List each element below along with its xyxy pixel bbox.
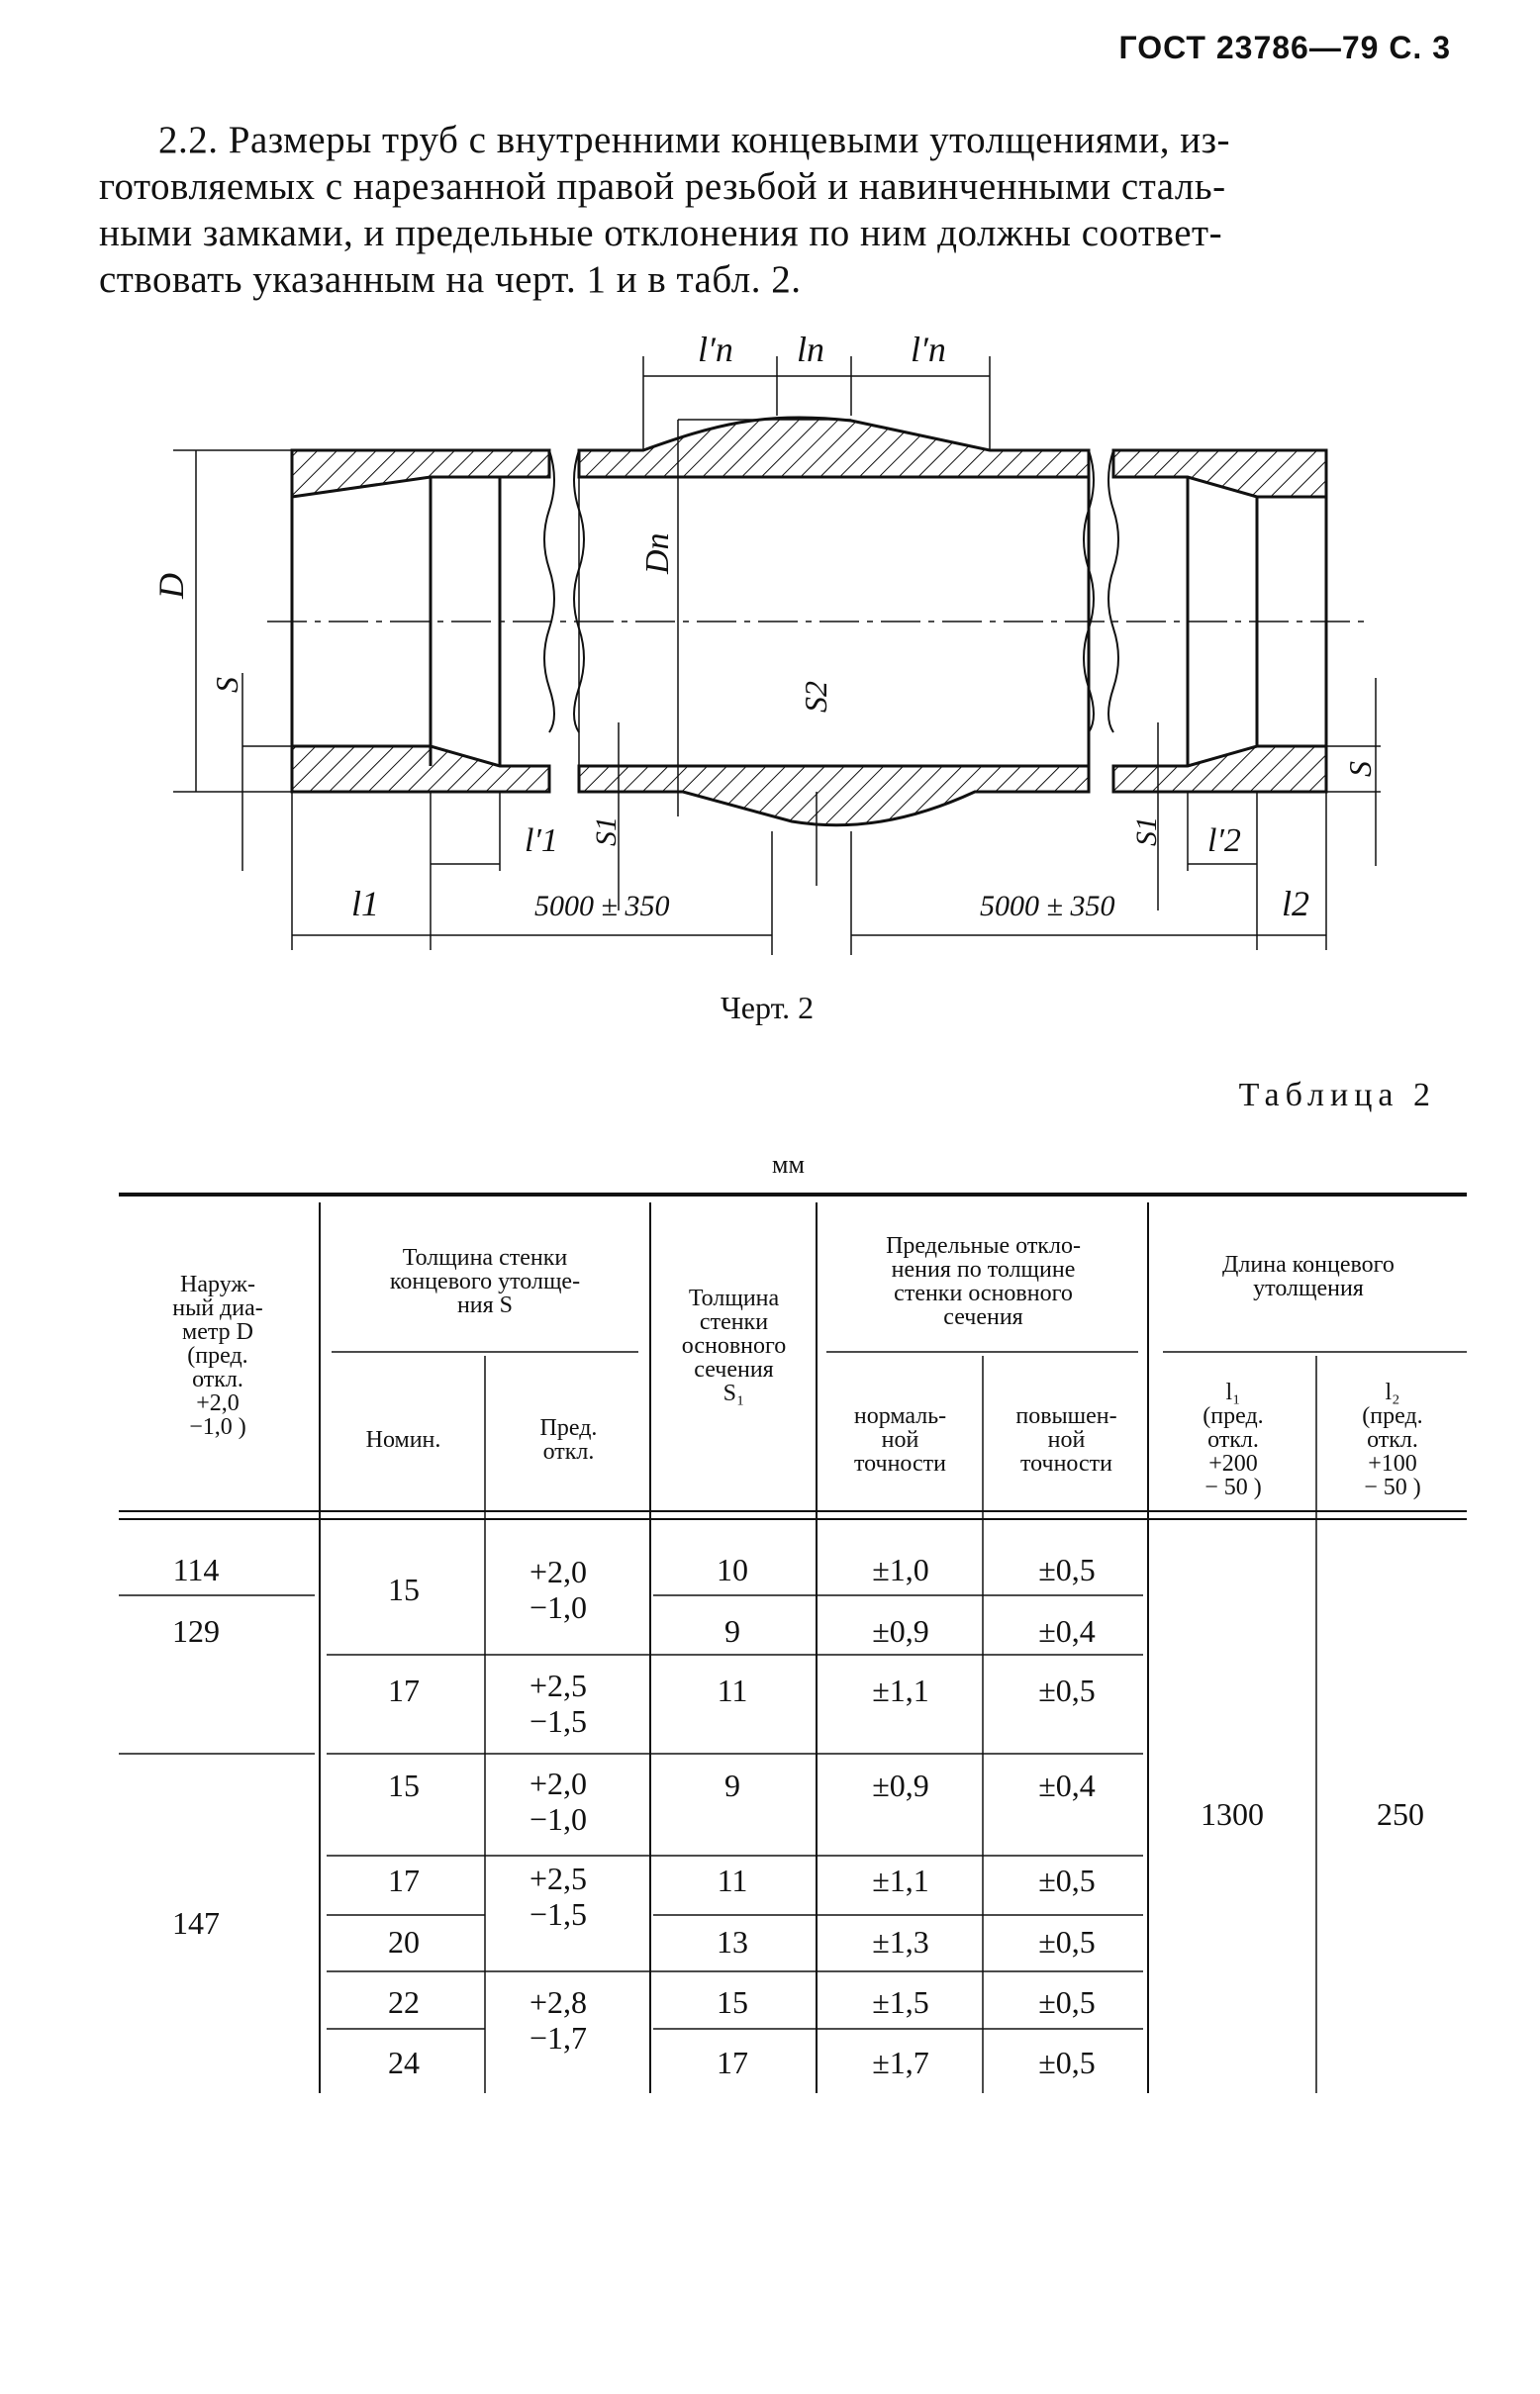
cell-dev-normal: ±1,5 [872, 1984, 929, 2020]
cell-l1: 1300 [1201, 1796, 1264, 1832]
th-line: концевого утолще- [389, 1269, 581, 1294]
cell-dev-high: ±0,5 [1038, 1552, 1096, 1587]
label-len-left: 5000 ± 350 [534, 890, 670, 922]
cell-s-deviation [529, 1984, 648, 2056]
cell-dev-normal: ±1,1 [872, 1673, 929, 1708]
dev-lower: −1,0 [529, 1589, 588, 1625]
cell-diameter-114: 114 [172, 1552, 220, 1587]
cell-s1: 9 [724, 1613, 740, 1649]
cell-s-nominal: 15 [388, 1572, 420, 1607]
dev-upper: +2,0 [529, 1554, 588, 1589]
th-line: Наруж- [180, 1272, 255, 1297]
pipe-drawing-svg [0, 317, 1540, 1039]
cell-s-deviation [529, 1554, 648, 1625]
th-line: S₁ [722, 1381, 745, 1406]
table-title: Таблица 2 [1238, 1077, 1436, 1113]
pipe-drawing [0, 317, 1540, 1039]
cell-s-deviation [529, 1668, 648, 1739]
cell-dev-high: ±0,5 [1038, 2045, 1096, 2080]
cell-s-nominal: 17 [388, 1863, 420, 1898]
cell-s-nominal: 22 [388, 1984, 420, 2020]
th-line: сечения [694, 1357, 774, 1383]
th-line: нения по толщине [891, 1257, 1076, 1283]
label-l1: l1 [351, 884, 380, 923]
cell-dev-high: ±0,5 [1038, 1924, 1096, 1960]
th-line: Номин. [365, 1427, 441, 1453]
th-outer-diameter [119, 1257, 317, 1455]
th-line: +2,0 [196, 1390, 240, 1416]
cell-s1: 11 [717, 1863, 748, 1898]
label-S-right: S [1342, 761, 1378, 777]
cell-s1: 9 [724, 1768, 740, 1803]
th-line: (пред. [1362, 1403, 1423, 1429]
cell-s-deviation [529, 1861, 648, 1932]
th-end-length [1150, 1237, 1467, 1316]
cell-dev-normal: ±1,0 [872, 1552, 929, 1587]
th-line: ной [881, 1427, 919, 1453]
dev-upper: +2,8 [529, 1984, 588, 2020]
th-line: откл. [1367, 1427, 1418, 1453]
cell-dev-normal: ±0,9 [872, 1768, 929, 1803]
left-bottom-wall [292, 746, 549, 792]
label-ln: ln [797, 330, 825, 369]
dev-upper: +2,5 [529, 1861, 588, 1896]
th-line: Толщина [688, 1286, 780, 1311]
cell-dev-normal: ±1,7 [872, 2045, 929, 2080]
th-line: откл. [192, 1367, 243, 1392]
th-line: метр D [182, 1319, 253, 1345]
page-header: ГОСТ 23786—79 С. 3 [1118, 30, 1451, 65]
th-line: утолщения [1253, 1276, 1364, 1301]
th-line: Длина концевого [1222, 1252, 1395, 1278]
th-line: − 50 ) [1204, 1475, 1262, 1500]
cell-diameter-147: 147 [172, 1905, 220, 1941]
cell-s1: 11 [717, 1673, 748, 1708]
th-line: точности [853, 1451, 947, 1477]
cell-l2: 250 [1377, 1796, 1424, 1832]
th-line: Пред. [539, 1415, 598, 1441]
label-S1-left: S1 [590, 816, 623, 846]
dev-lower: −1,0 [529, 1801, 588, 1837]
th-line: l₁ [1225, 1380, 1241, 1405]
th-line: ный диа- [172, 1295, 263, 1321]
dev-lower: −1,7 [529, 2020, 588, 2056]
label-D: D [151, 573, 191, 599]
th-line: нормаль- [853, 1403, 947, 1429]
th-high-accuracy [985, 1386, 1148, 1494]
cell-dev-high: ±0,5 [1038, 1673, 1096, 1708]
th-line: Толщина стенки [402, 1245, 568, 1271]
th-line: откл. [542, 1439, 595, 1465]
cell-s-deviation [529, 1766, 648, 1837]
th-line: ной [1047, 1427, 1086, 1453]
cell-s-nominal: 17 [388, 1673, 420, 1708]
th-line: повышен- [1015, 1403, 1117, 1429]
dev-lower: −1,5 [529, 1703, 588, 1739]
cell-s1: 10 [717, 1552, 748, 1587]
th-normal-accuracy [818, 1386, 982, 1494]
cell-dev-high: ±0,5 [1038, 1984, 1096, 2020]
cell-diameter-129: 129 [172, 1613, 220, 1649]
th-line: сечения [943, 1304, 1023, 1330]
th-line: +200 [1208, 1451, 1258, 1477]
th-limit-deviations [818, 1217, 1148, 1346]
th-l1 [1150, 1371, 1316, 1509]
left-top-wall [292, 450, 549, 497]
right-top-wall [1113, 450, 1326, 497]
th-line: ния S [456, 1293, 514, 1318]
cell-s1: 15 [717, 1984, 748, 2020]
th-line: +100 [1368, 1451, 1417, 1477]
th-main-wall-thickness [652, 1257, 816, 1435]
dev-upper: +2,0 [529, 1766, 588, 1801]
th-line: точности [1019, 1451, 1113, 1477]
middle-top-wall [579, 418, 1089, 477]
label-ln-prime-left: l′n [698, 330, 733, 369]
middle-bottom-wall [579, 766, 1089, 825]
dev-upper: +2,5 [529, 1668, 588, 1703]
label-S1-right: S1 [1130, 816, 1163, 846]
label-S2: S2 [798, 681, 833, 713]
paragraph-2-2 [99, 117, 1465, 303]
cell-dev-normal: ±0,9 [872, 1613, 929, 1649]
cell-s-nominal: 15 [388, 1768, 420, 1803]
label-Dn: Dn [639, 532, 676, 574]
cell-s-nominal: 20 [388, 1924, 420, 1960]
th-line: − 50 ) [1364, 1475, 1421, 1500]
th-line: Предельные откло- [886, 1233, 1081, 1259]
th-line: (пред. [1203, 1403, 1264, 1429]
dev-lower: −1,5 [529, 1896, 588, 1932]
label-l2-prime: l′2 [1207, 822, 1241, 859]
table-units: мм [772, 1150, 805, 1179]
th-end-wall-thickness [322, 1227, 648, 1336]
cell-s-nominal: 24 [388, 2045, 420, 2080]
paragraph-line: готовляемых с нарезанной правой резьбой и навинченными сталь- [99, 165, 1226, 208]
label-len-right: 5000 ± 350 [980, 890, 1115, 922]
th-line: стенки [699, 1309, 769, 1335]
cell-dev-normal: ±1,3 [872, 1924, 929, 1960]
label-ln-prime-right: l′n [911, 330, 946, 369]
th-nominal [322, 1386, 485, 1494]
label-S-left: S [209, 677, 244, 693]
th-line: (пред. [187, 1343, 248, 1369]
cell-dev-high: ±0,5 [1038, 1863, 1096, 1898]
paragraph-line: ными замками, и предельные отклонения по ним должны соответ- [99, 212, 1223, 254]
th-s-deviation [487, 1386, 650, 1494]
cell-dev-high: ±0,4 [1038, 1613, 1096, 1649]
th-l2 [1318, 1371, 1467, 1509]
figure-caption: Черт. 2 [721, 990, 815, 1025]
paragraph-line: ствовать указанным на черт. 1 и в табл. 2. [99, 258, 802, 301]
th-line: l₂ [1385, 1380, 1400, 1405]
cell-s1: 17 [717, 2045, 748, 2080]
label-l2: l2 [1282, 884, 1310, 923]
cell-s1: 13 [717, 1924, 748, 1960]
cell-dev-normal: ±1,1 [872, 1863, 929, 1898]
cell-dev-high: ±0,4 [1038, 1768, 1096, 1803]
label-l1-prime: l′1 [525, 822, 558, 859]
th-line: откл. [1207, 1427, 1259, 1453]
th-line: стенки основного [894, 1281, 1073, 1306]
th-line: −1,0 ) [189, 1414, 246, 1440]
right-bottom-wall [1113, 746, 1326, 792]
paragraph-line: 2.2. Размеры труб с внутренними концевыми утолщениями, из- [158, 119, 1230, 161]
th-line: основного [681, 1333, 787, 1359]
